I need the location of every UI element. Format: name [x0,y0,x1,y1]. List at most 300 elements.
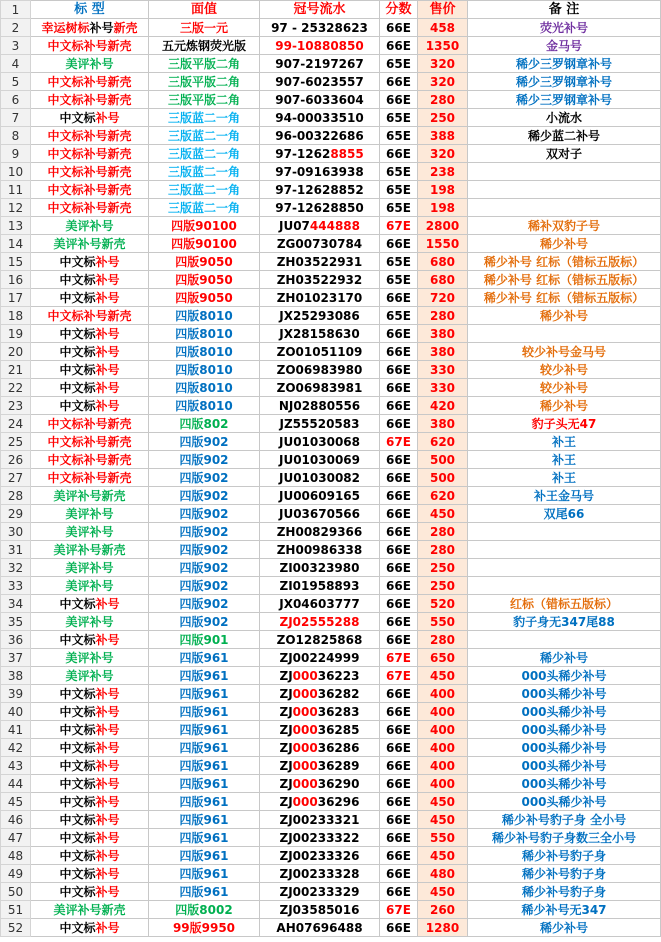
note-cell[interactable]: 000头稀少补号 [468,703,661,721]
type-cell[interactable] [31,739,149,757]
face-value-cell[interactable]: 四版902 [149,523,260,541]
row-number[interactable]: 21 [1,361,31,379]
type-cell[interactable] [31,523,149,541]
price-cell[interactable]: 458 [418,19,468,37]
face-value-cell[interactable]: 四版9050 [149,253,260,271]
type-cell[interactable] [31,649,149,667]
row-number[interactable]: 8 [1,127,31,145]
grade-cell[interactable]: 66E [380,919,418,937]
row-number[interactable]: 18 [1,307,31,325]
serial-cell[interactable] [260,217,380,235]
grade-cell[interactable]: 65E [380,127,418,145]
grade-cell[interactable]: 66E [380,379,418,397]
serial-cell[interactable] [260,397,380,415]
price-cell[interactable]: 280 [418,631,468,649]
row-number[interactable]: 29 [1,505,31,523]
grade-cell[interactable]: 66E [380,415,418,433]
price-cell[interactable]: 550 [418,613,468,631]
row-number[interactable]: 34 [1,595,31,613]
row-number[interactable]: 19 [1,325,31,343]
row-number[interactable]: 30 [1,523,31,541]
serial-cell[interactable] [260,469,380,487]
serial-cell[interactable] [260,109,380,127]
row-number[interactable]: 17 [1,289,31,307]
type-cell[interactable] [31,613,149,631]
type-cell[interactable] [31,343,149,361]
serial-cell[interactable] [260,613,380,631]
row-number[interactable]: 42 [1,739,31,757]
face-value-cell[interactable]: 四版9050 [149,271,260,289]
face-value-cell[interactable]: 三版平版二角 [149,55,260,73]
grade-cell[interactable]: 66E [380,145,418,163]
face-value-cell[interactable]: 四版8010 [149,307,260,325]
type-cell[interactable] [31,505,149,523]
serial-cell[interactable] [260,289,380,307]
row-number[interactable]: 49 [1,865,31,883]
type-cell[interactable] [31,667,149,685]
price-cell[interactable]: 320 [418,73,468,91]
note-cell[interactable]: 豹子头无47 [468,415,661,433]
price-cell[interactable]: 450 [418,793,468,811]
face-value-cell[interactable]: 五元炼钢荧光版 [149,37,260,55]
serial-cell[interactable] [260,415,380,433]
row-number[interactable]: 13 [1,217,31,235]
row-number[interactable]: 4 [1,55,31,73]
grade-cell[interactable]: 66E [380,451,418,469]
row-number[interactable]: 38 [1,667,31,685]
serial-cell[interactable] [260,811,380,829]
grade-cell[interactable]: 65E [380,199,418,217]
serial-cell[interactable] [260,649,380,667]
face-value-cell[interactable]: 四版902 [149,541,260,559]
row-number[interactable]: 6 [1,91,31,109]
note-cell[interactable]: 双对子 [468,145,661,163]
serial-cell[interactable] [260,739,380,757]
face-value-cell[interactable]: 99版9950 [149,919,260,937]
type-cell[interactable] [31,469,149,487]
face-value-cell[interactable]: 三版一元 [149,19,260,37]
row-number[interactable]: 23 [1,397,31,415]
row-number[interactable]: 22 [1,379,31,397]
type-cell[interactable] [31,73,149,91]
price-cell[interactable]: 400 [418,757,468,775]
type-cell[interactable] [31,433,149,451]
serial-cell[interactable] [260,361,380,379]
face-value-cell[interactable]: 四版8010 [149,397,260,415]
grade-cell[interactable]: 66E [380,703,418,721]
header-face-value[interactable]: 面值 [149,1,260,19]
type-cell[interactable] [31,883,149,901]
serial-cell[interactable] [260,307,380,325]
note-cell[interactable]: 稀少补号 红标（错标五版标） [468,289,661,307]
price-cell[interactable]: 280 [418,307,468,325]
price-cell[interactable]: 550 [418,829,468,847]
type-cell[interactable] [31,811,149,829]
price-cell[interactable]: 198 [418,181,468,199]
grade-cell[interactable]: 66E [380,487,418,505]
note-cell[interactable] [468,199,661,217]
grade-cell[interactable]: 66E [380,577,418,595]
type-cell[interactable] [31,55,149,73]
price-cell[interactable]: 320 [418,145,468,163]
grade-cell[interactable]: 66E [380,397,418,415]
type-cell[interactable] [31,325,149,343]
grade-cell[interactable]: 66E [380,19,418,37]
row-number[interactable]: 16 [1,271,31,289]
grade-cell[interactable]: 66E [380,883,418,901]
price-cell[interactable]: 250 [418,577,468,595]
grade-cell[interactable]: 66E [380,829,418,847]
note-cell[interactable]: 000头稀少补号 [468,757,661,775]
note-cell[interactable] [468,325,661,343]
row-number[interactable]: 51 [1,901,31,919]
price-cell[interactable]: 380 [418,325,468,343]
serial-cell[interactable] [260,271,380,289]
grade-cell[interactable]: 66E [380,775,418,793]
serial-cell[interactable] [260,541,380,559]
price-cell[interactable]: 1280 [418,919,468,937]
serial-cell[interactable] [260,631,380,649]
face-value-cell[interactable]: 四版961 [149,847,260,865]
face-value-cell[interactable]: 三版平版二角 [149,73,260,91]
note-cell[interactable]: 豹子身无347尾88 [468,613,661,631]
serial-cell[interactable] [260,847,380,865]
serial-cell[interactable] [260,829,380,847]
price-cell[interactable]: 320 [418,55,468,73]
grade-cell[interactable]: 65E [380,55,418,73]
type-cell[interactable] [31,919,149,937]
note-cell[interactable]: 稀少补号豹子身数三全小号 [468,829,661,847]
row-number[interactable]: 10 [1,163,31,181]
price-cell[interactable]: 720 [418,289,468,307]
note-cell[interactable] [468,541,661,559]
serial-cell[interactable] [260,793,380,811]
price-cell[interactable]: 420 [418,397,468,415]
grade-cell[interactable]: 66E [380,613,418,631]
price-cell[interactable]: 198 [418,199,468,217]
row-number[interactable]: 14 [1,235,31,253]
row-number[interactable]: 50 [1,883,31,901]
grade-cell[interactable]: 66E [380,469,418,487]
type-cell[interactable] [31,37,149,55]
type-cell[interactable] [31,199,149,217]
face-value-cell[interactable]: 四版8002 [149,901,260,919]
type-cell[interactable] [31,217,149,235]
type-cell[interactable] [31,559,149,577]
face-value-cell[interactable]: 三版蓝二一角 [149,127,260,145]
price-cell[interactable]: 260 [418,901,468,919]
row-number[interactable]: 33 [1,577,31,595]
price-cell[interactable]: 330 [418,379,468,397]
serial-cell[interactable] [260,487,380,505]
type-cell[interactable] [31,307,149,325]
row-number[interactable]: 47 [1,829,31,847]
note-cell[interactable]: 000头稀少补号 [468,793,661,811]
price-cell[interactable]: 380 [418,343,468,361]
face-value-cell[interactable]: 四版961 [149,649,260,667]
type-cell[interactable] [31,703,149,721]
serial-cell[interactable] [260,919,380,937]
note-cell[interactable]: 稀少补号豹子身 全小号 [468,811,661,829]
price-cell[interactable]: 400 [418,703,468,721]
serial-cell[interactable] [260,379,380,397]
price-cell[interactable]: 280 [418,91,468,109]
serial-cell[interactable] [260,37,380,55]
face-value-cell[interactable]: 四版8010 [149,379,260,397]
row-number[interactable]: 2 [1,19,31,37]
serial-cell[interactable] [260,523,380,541]
type-cell[interactable] [31,451,149,469]
price-cell[interactable]: 620 [418,487,468,505]
face-value-cell[interactable]: 四版961 [149,757,260,775]
face-value-cell[interactable]: 四版90100 [149,217,260,235]
serial-cell[interactable] [260,865,380,883]
type-cell[interactable] [31,379,149,397]
type-cell[interactable] [31,181,149,199]
type-cell[interactable] [31,577,149,595]
price-cell[interactable]: 250 [418,109,468,127]
price-cell[interactable]: 388 [418,127,468,145]
price-cell[interactable]: 450 [418,847,468,865]
row-number[interactable]: 3 [1,37,31,55]
price-cell[interactable]: 450 [418,505,468,523]
serial-cell[interactable] [260,55,380,73]
row-number[interactable]: 40 [1,703,31,721]
row-number[interactable]: 32 [1,559,31,577]
grade-cell[interactable]: 66E [380,559,418,577]
note-cell[interactable] [468,559,661,577]
face-value-cell[interactable]: 三版蓝二一角 [149,145,260,163]
serial-cell[interactable] [260,199,380,217]
face-value-cell[interactable]: 四版902 [149,433,260,451]
serial-cell[interactable] [260,91,380,109]
header-grade[interactable]: 分数 [380,1,418,19]
serial-cell[interactable] [260,19,380,37]
grade-cell[interactable]: 66E [380,91,418,109]
type-cell[interactable] [31,163,149,181]
type-cell[interactable] [31,847,149,865]
grade-cell[interactable]: 66E [380,739,418,757]
row-number[interactable]: 11 [1,181,31,199]
note-cell[interactable]: 稀少补号 [468,397,661,415]
grade-cell[interactable]: 66E [380,523,418,541]
grade-cell[interactable]: 66E [380,541,418,559]
note-cell[interactable]: 稀少补号豹子身 [468,883,661,901]
type-cell[interactable] [31,397,149,415]
grade-cell[interactable]: 66E [380,595,418,613]
grade-cell[interactable]: 66E [380,721,418,739]
row-number[interactable]: 43 [1,757,31,775]
note-cell[interactable]: 稀少三罗钢章补号 [468,55,661,73]
grade-cell[interactable]: 65E [380,307,418,325]
price-cell[interactable]: 1350 [418,37,468,55]
price-cell[interactable]: 2800 [418,217,468,235]
type-cell[interactable] [31,289,149,307]
face-value-cell[interactable]: 四版902 [149,487,260,505]
serial-cell[interactable] [260,577,380,595]
note-cell[interactable]: 双尾66 [468,505,661,523]
type-cell[interactable] [31,721,149,739]
face-value-cell[interactable]: 四版961 [149,739,260,757]
price-cell[interactable]: 450 [418,883,468,901]
note-cell[interactable]: 补王金马号 [468,487,661,505]
face-value-cell[interactable]: 四版8010 [149,361,260,379]
price-cell[interactable]: 450 [418,667,468,685]
type-cell[interactable] [31,361,149,379]
face-value-cell[interactable]: 四版901 [149,631,260,649]
face-value-cell[interactable]: 四版961 [149,685,260,703]
type-cell[interactable] [31,487,149,505]
header-note[interactable]: 备 注 [468,1,661,19]
note-cell[interactable]: 红标（错标五版标） [468,595,661,613]
note-cell[interactable]: 金马号 [468,37,661,55]
grade-cell[interactable]: 66E [380,847,418,865]
note-cell[interactable]: 稀补双豹子号 [468,217,661,235]
grade-cell[interactable]: 66E [380,811,418,829]
note-cell[interactable]: 补王 [468,433,661,451]
serial-cell[interactable] [260,325,380,343]
note-cell[interactable]: 稀少补号 [468,919,661,937]
price-cell[interactable]: 250 [418,559,468,577]
serial-cell[interactable] [260,433,380,451]
type-cell[interactable] [31,901,149,919]
price-cell[interactable]: 520 [418,595,468,613]
note-cell[interactable]: 荧光补号 [468,19,661,37]
serial-cell[interactable] [260,757,380,775]
type-cell[interactable] [31,415,149,433]
note-cell[interactable]: 000头稀少补号 [468,775,661,793]
price-cell[interactable]: 380 [418,415,468,433]
note-cell[interactable]: 000头稀少补号 [468,667,661,685]
serial-cell[interactable] [260,775,380,793]
row-number[interactable]: 45 [1,793,31,811]
type-cell[interactable] [31,793,149,811]
row-number[interactable]: 31 [1,541,31,559]
serial-cell[interactable] [260,253,380,271]
price-cell[interactable]: 500 [418,451,468,469]
row-number[interactable]: 9 [1,145,31,163]
serial-cell[interactable] [260,343,380,361]
note-cell[interactable] [468,181,661,199]
serial-cell[interactable] [260,451,380,469]
price-cell[interactable]: 280 [418,541,468,559]
note-cell[interactable]: 稀少补号 [468,307,661,325]
note-cell[interactable]: 较少补号 [468,379,661,397]
type-cell[interactable] [31,685,149,703]
row-number[interactable]: 20 [1,343,31,361]
price-cell[interactable]: 238 [418,163,468,181]
note-cell[interactable]: 稀少补号 [468,235,661,253]
note-cell[interactable]: 稀少三罗钢章补号 [468,91,661,109]
face-value-cell[interactable]: 四版961 [149,793,260,811]
price-cell[interactable]: 620 [418,433,468,451]
face-value-cell[interactable]: 四版961 [149,811,260,829]
price-cell[interactable]: 680 [418,271,468,289]
price-cell[interactable]: 480 [418,865,468,883]
face-value-cell[interactable]: 三版蓝二一角 [149,199,260,217]
price-cell[interactable]: 280 [418,523,468,541]
face-value-cell[interactable]: 四版902 [149,451,260,469]
grade-cell[interactable]: 66E [380,793,418,811]
row-number[interactable]: 27 [1,469,31,487]
face-value-cell[interactable]: 四版9050 [149,289,260,307]
note-cell[interactable] [468,523,661,541]
row-number[interactable]: 25 [1,433,31,451]
note-cell[interactable]: 补王 [468,469,661,487]
note-cell[interactable] [468,163,661,181]
note-cell[interactable]: 稀少三罗钢章补号 [468,73,661,91]
price-cell[interactable]: 400 [418,775,468,793]
price-cell[interactable]: 680 [418,253,468,271]
grade-cell[interactable]: 66E [380,343,418,361]
serial-cell[interactable] [260,181,380,199]
serial-cell[interactable] [260,883,380,901]
row-number[interactable]: 41 [1,721,31,739]
header-type[interactable]: 标 型 [31,1,149,19]
serial-cell[interactable] [260,721,380,739]
row-number[interactable]: 28 [1,487,31,505]
type-cell[interactable] [31,109,149,127]
grade-cell[interactable]: 66E [380,505,418,523]
type-cell[interactable] [31,865,149,883]
type-cell[interactable] [31,595,149,613]
row-number[interactable]: 52 [1,919,31,937]
row-number[interactable]: 15 [1,253,31,271]
face-value-cell[interactable]: 四版961 [149,883,260,901]
grade-cell[interactable]: 67E [380,901,418,919]
note-cell[interactable]: 稀少补号豹子身 [468,865,661,883]
serial-cell[interactable] [260,127,380,145]
price-cell[interactable]: 650 [418,649,468,667]
note-cell[interactable]: 小流水 [468,109,661,127]
note-cell[interactable]: 较少补号 [468,361,661,379]
row-number[interactable]: 24 [1,415,31,433]
face-value-cell[interactable]: 四版961 [149,703,260,721]
serial-cell[interactable] [260,901,380,919]
face-value-cell[interactable]: 四版8010 [149,343,260,361]
face-value-cell[interactable]: 三版蓝二一角 [149,181,260,199]
price-cell[interactable]: 400 [418,721,468,739]
type-cell[interactable] [31,19,149,37]
type-cell[interactable] [31,631,149,649]
face-value-cell[interactable]: 三版蓝二一角 [149,163,260,181]
serial-cell[interactable] [260,73,380,91]
grade-cell[interactable]: 66E [380,757,418,775]
face-value-cell[interactable]: 四版961 [149,721,260,739]
note-cell[interactable]: 000头稀少补号 [468,685,661,703]
face-value-cell[interactable]: 四版902 [149,469,260,487]
serial-cell[interactable] [260,595,380,613]
face-value-cell[interactable]: 四版902 [149,559,260,577]
note-cell[interactable]: 稀少补号豹子身 [468,847,661,865]
face-value-cell[interactable]: 四版961 [149,775,260,793]
grade-cell[interactable]: 66E [380,289,418,307]
row-number[interactable]: 36 [1,631,31,649]
type-cell[interactable] [31,541,149,559]
grade-cell[interactable]: 67E [380,433,418,451]
row-number[interactable]: 7 [1,109,31,127]
face-value-cell[interactable]: 四版902 [149,613,260,631]
row-number[interactable]: 44 [1,775,31,793]
grade-cell[interactable]: 65E [380,163,418,181]
price-cell[interactable]: 1550 [418,235,468,253]
type-cell[interactable] [31,829,149,847]
face-value-cell[interactable]: 四版802 [149,415,260,433]
row-number[interactable]: 46 [1,811,31,829]
grade-cell[interactable]: 67E [380,667,418,685]
note-cell[interactable]: 稀少蓝二补号 [468,127,661,145]
grade-cell[interactable]: 66E [380,325,418,343]
